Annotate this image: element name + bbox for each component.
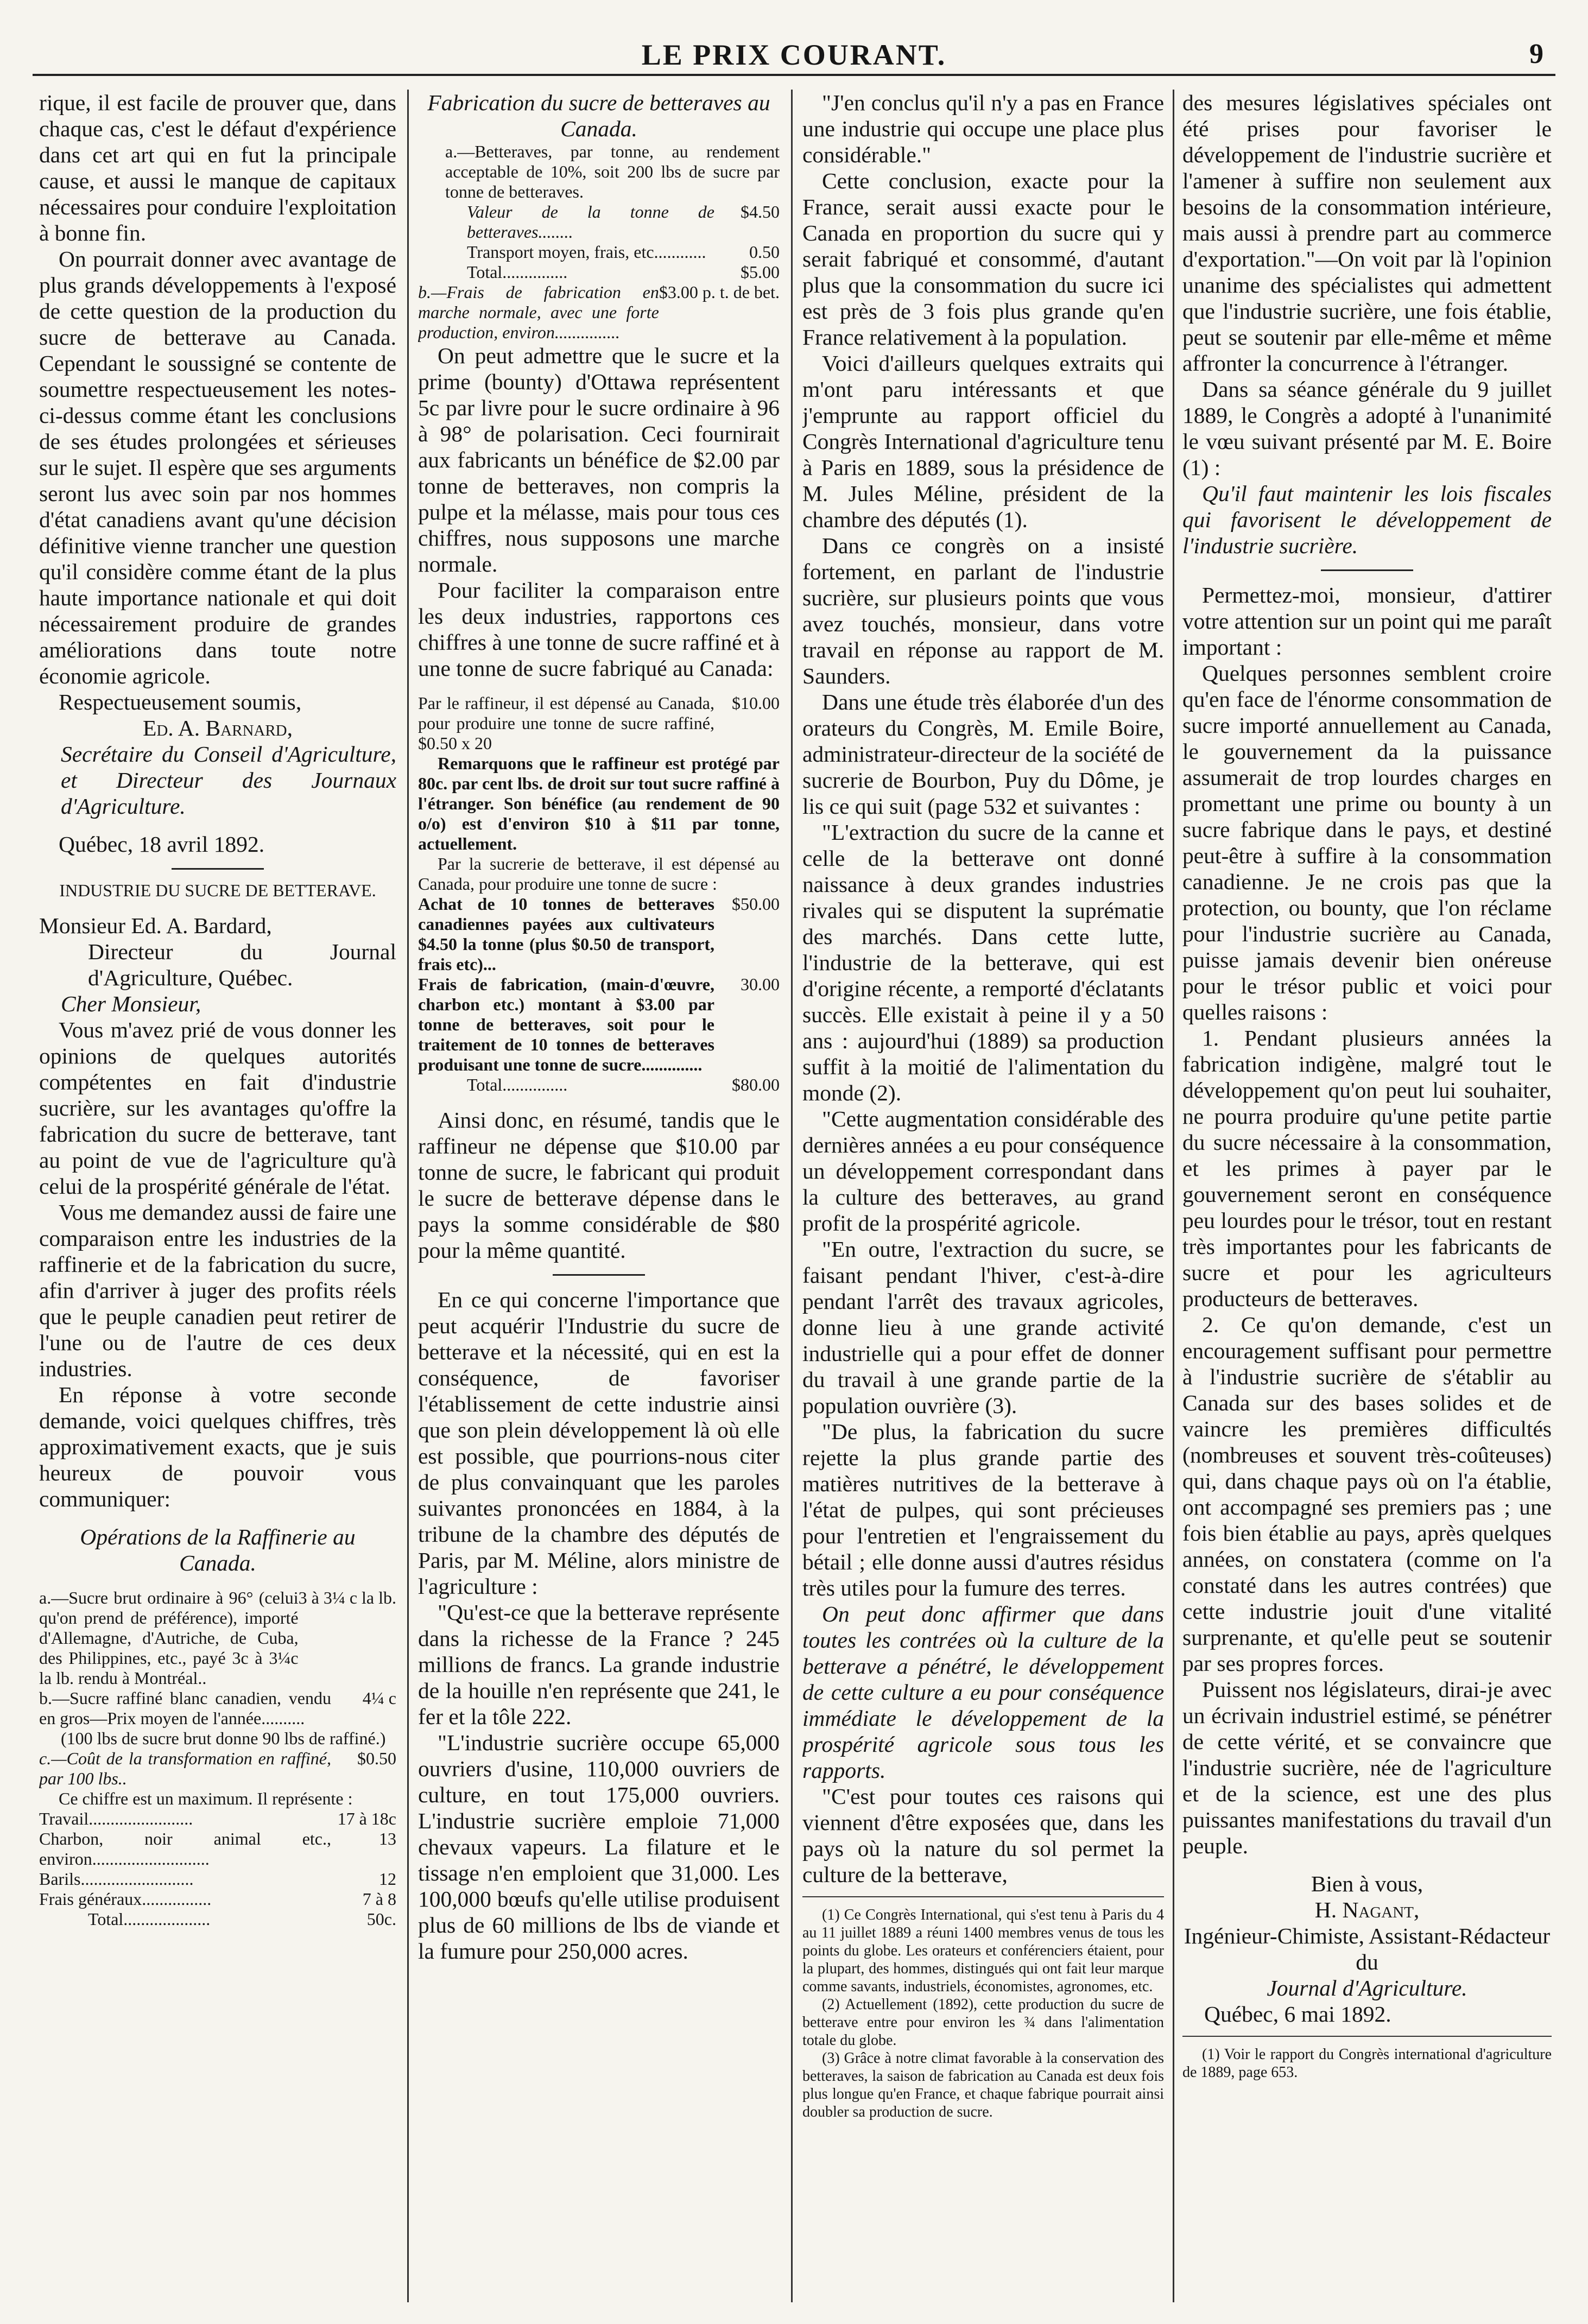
table-total-row — [418, 1075, 780, 1095]
paragraph: Vous m'avez prié de vous donner les opinions de quelques autorités compétentes en fait d'industrie sucrière, sur les avantages qu'offre la fabrication du sucre de betterave, tant au point de vue de l'agriculture qu'à celui de la prospérité générale de l'état. — [39, 1017, 396, 1199]
salutation-address: Monsieur Ed. A. Bardard, — [39, 913, 272, 938]
section-divider — [172, 868, 264, 870]
section-heading: INDUSTRIE DU SUCRE DE BETTERAVE. — [59, 881, 376, 900]
column-3 — [802, 90, 1164, 2302]
paragraph: "L'industrie sucrière occupe 65,000 ouvriers d'usine, 110,000 ouvriers de culture, en tout 175,000 ouvriers. L'industrie sucrière emploie 71,000 chevaux vapeurs. La filature et le tissage n'en emploient que 31,000. Les 100,000 bœufs qu'elle utilise produisent plus de 60 millions de lbs de viande et la fumure pour 250,000 acres. — [418, 1730, 780, 1964]
table-row — [39, 1869, 396, 1889]
table-row — [39, 1829, 396, 1869]
column-divider — [791, 90, 793, 2302]
paragraph: Respectueusement soumis, — [59, 689, 302, 714]
table-total-row — [39, 1909, 396, 1929]
paragraph: Puissent nos législateurs, dirai-je avec un écrivain industriel estimé, se pénétrer de cette vérité, et se convaincre que l'industrie sucrière, née de l'agriculture et de la science, est une des plus puissantes manifestations du travail d'un peuple. — [1182, 1677, 1552, 1858]
paragraph: "L'extraction du sucre de la canne et celle de la betterave ont donné naissance à deux grandes industries rivales qui se disputent la suprématie des marchés. Dans cette lutte, l'industrie de la betterave, qui est d'origine récente, a remporté d'éclatants succès. Elle existait à peine il y a 50 ans : aujourd'hui (1889) sa production suffit à la moitié de l'alimentation du monde (2). — [802, 820, 1164, 1105]
table-cell: Frais de fabrication, (main-d'œuvre, charbon etc.) montant à $3.00 par tonne de betteraves, soit pour le traitement de 10 tonnes de betteraves produisant une tonne de sucre.............. — [418, 974, 714, 1074]
paragraph: "J'en conclus qu'il n'y a pas en France une industrie qui occupe une place plus considérable." — [802, 90, 1164, 167]
table-note: Remarquons que le raffineur est protégé par 80c. par cent lbs. de droit sur tout sucre raffiné à l'étranger. Son bénéfice (au rendement de 90 o/o) est d'environ $10 à $11 par tonne, actuellement. — [418, 753, 780, 853]
table-row — [39, 1889, 396, 1909]
table-row — [418, 282, 780, 343]
table-cell: b.—Sucre raffiné blanc canadien, vendu en gros—Prix moyen de l'année.......... — [39, 1688, 331, 1728]
table-cell: Travail........................ — [39, 1809, 193, 1828]
table-note: (100 lbs de sucre brut donne 90 lbs de raffiné.) — [61, 1728, 386, 1748]
table-cell: 0.50 — [749, 242, 780, 262]
table-cell: $10.00 — [732, 693, 780, 713]
table-cell: 50c. — [366, 1909, 396, 1929]
table-cell: 30.00 — [741, 974, 780, 994]
paragraph: Vous me demandez aussi de faire une comparaison entre les industries de la raffinerie et de la fabrication du sucre, afin d'arriver à juger des profits réels que le peuple canadien peut retirer de l'une ou de l'autre de ces deux industries. — [39, 1200, 396, 1381]
table-row — [418, 894, 780, 974]
footnote: (3) Grâce à notre climat favorable à la conservation des betteraves, la saison de fabrication au Canada est deux fois plus longue qu'en France, et chaque fabrique pourrait ainsi doubler sa production de sucre. — [802, 2050, 1164, 2120]
section-divider — [553, 1274, 645, 1276]
table-row — [418, 974, 780, 1075]
paragraph: Dans ce congrès on a insisté fortement, en parlant de l'industrie sucrière, sur plusieurs points que vous avez touchés, monsieur, dans votre travail en réponse au rapport de M. Saunders. — [802, 533, 1164, 688]
table-cell: Par le raffineur, il est dépensé au Canada, pour produire une tonne de sucre raffiné, $0.50 x 20 — [418, 693, 714, 753]
column-4 — [1182, 90, 1552, 2302]
table-cell: Barils.......................... — [39, 1869, 194, 1889]
table-cell: $4.50 — [741, 202, 780, 221]
table-row — [418, 693, 780, 753]
paragraph: On peut admettre que le sucre et la prime (bounty) d'Ottawa représentent 5c par livre pour le sucre ordinaire à 96 à 98° de polarisation. Ceci fournirait aux fabricants un bénéfice de $2.00 par tonne de betteraves, non compris la pulpe et la mélasse, mais pour tous ces chiffres, nous supposons une marche normale. — [418, 343, 780, 577]
table-cell: Charbon, noir animal etc., environ........................... — [39, 1829, 331, 1869]
paragraph: Ainsi donc, en résumé, tandis que le raffineur ne dépense que $10.00 par tonne de sucre, le fabricant qui produit le sucre de betterave dépense dans le pays la somme considérable de $80 pour la même quantité. — [418, 1107, 780, 1263]
dateline: Québec, 18 avril 1892. — [59, 832, 265, 857]
table-title: Opérations de la Raffinerie au Canada. — [80, 1524, 356, 1575]
footnote: (1) Voir le rapport du Congrès international d'agriculture de 1889, page 653. — [1182, 2046, 1552, 2081]
table-cell: Total............... — [467, 262, 568, 282]
footnote-divider — [802, 1896, 1164, 1897]
signature-name: Ed. A. Barnard, — [143, 715, 293, 740]
paragraph: On pourrait donner avec avantage de plus grands développements à l'exposé de cette question de la production du sucre de betterave au Canada. Cependant le soussigné se contente de soumettre respectueusement les notes-ci-dessus comme étant les conclusions de ses études prolongées et sérieuses sur le sujet. Il espère que ses arguments seront lus avec soin par nos hommes d'état canadiens avant qu'une décision définitive vienne trancher une question qu'il considère comme étant de la plus haute importance nationale et qui doit nécessairement produire de grandes améliorations dans toute notre économie agricole. — [39, 246, 396, 688]
table-row — [39, 1749, 396, 1789]
signature-title: Secrétaire du Conseil d'Agriculture, et Directeur des Journaux d'Agriculture. — [61, 742, 396, 819]
paragraph: "En outre, l'extraction du sucre, se faisant pendant l'hiver, c'est-à-dire pendant l'arrêt des travaux agricoles, donne lieu à une grande activité industrielle qui a pour effet de donner du travail à une grande partie de la population ouvrière (3). — [802, 1237, 1164, 1418]
paragraph: Quelques personnes semblent croire qu'en face de l'énorme consommation de sucre importé annuellement au Canada, le gouvernement da la puissance assumerait de trop lourdes charges en promettant une prime ou bounty à un sucre fabrique dans le pays, et destiné peut-être à suffire à la consommation canadienne. Je ne crois pas que la protection, ou bounty, que l'on réclame pour l'industrie sucrière au Canada, puisse jamais devenir bien onéreuse pour le trésor public et voici pour quelles raisons : — [1182, 661, 1552, 1024]
footnote: (1) Ce Congrès International, qui s'est tenu à Paris du 4 au 11 juillet 1889 a réuni 1400 membres venus de tous les points du globe. Les orateurs et conférenciers étaient, pour la plupart, des hommes, distingués qui ont fait leur marque comme savants, industriels, économistes, agronomes, etc. — [802, 1907, 1164, 1995]
footnote-divider — [1182, 2036, 1552, 2037]
footnote: (2) Actuellement (1892), cette production du sucre de betterave entre pour environ les ¾ dans l'alimentation totale du globe. — [802, 1996, 1164, 2049]
salutation-address-title: Directeur du Journal d'Agriculture, Québec. — [88, 939, 396, 990]
table-row — [418, 202, 780, 242]
section-heading: Fabrication du sucre de betteraves au Canada. — [427, 90, 770, 141]
paragraph: Pour faciliter la comparaison entre les deux industries, rapportons ces chiffres à une tonne de sucre raffiné et à une tonne de sucre fabriqué au Canada: — [418, 578, 780, 681]
table-cell: $50.00 — [732, 894, 780, 914]
table-total-row — [418, 262, 780, 282]
table-cell: Total............... — [467, 1075, 568, 1094]
paragraph: Permettez-moi, monsieur, d'attirer votre attention sur un point qui me paraît important : — [1182, 582, 1552, 660]
signature-name: H. Nagant, — [1314, 1897, 1420, 1922]
table-cell: a.—Sucre brut ordinaire à 96° (celui qu'on prend de préférence), importé d'Allemagne, d'Autriche, de Cuba, des Philippines, etc., payé 3c à 3¼c la lb. rendu à Montréal.. — [39, 1588, 299, 1688]
paragraph: Dans sa séance générale du 9 juillet 1889, le Congrès a adopté à l'unanimité le vœu suivant présenté par M. E. Boire (1) : — [1182, 377, 1552, 480]
table-row — [39, 1809, 396, 1829]
paragraph: On peut donc affirmer que dans toutes les contrées où la culture de la betterave a pénétré, le développement de cette culture a eu pour conséquence immédiate le développement de la prospérité agricole sous tous les rapports. — [802, 1601, 1164, 1783]
table-cell: $3.00 p. t. de bet. — [659, 282, 780, 302]
paragraph: 1. Pendant plusieurs années la fabrication indigène, malgré tout le développement qu'on peut lui souhaiter, ne pourra produire qu'une petite partie du sucre nécessaire à la consommation, et les primes à payer par le gouvernement seront en conséquence peu lourdes pour le trésor, tout en restant très importantes pour les fabricants de sucre et pour les agriculteurs producteurs de betteraves. — [1182, 1025, 1552, 1311]
paragraph: Cette conclusion, exacte pour la France, serait aussi exacte pour le Canada en proportion du sucre qui y serait fabriqué et consommé, d'autant plus que la consommation du sucre ici est près de 3 fois plus grande qu'en France relativement à la population. — [802, 168, 1164, 350]
paragraph: "De plus, la fabrication du sucre rejette la plus grande partie des matières nutritives de la betterave à l'état de pulpes, qui sont précieuses pour l'entretien et l'engraissement du bétail ; elle donne aussi d'autres résidus très utiles pour la fumure des terres. — [802, 1419, 1164, 1600]
table-cell: $80.00 — [732, 1075, 780, 1094]
page-header — [33, 33, 1555, 76]
masthead-title: LE PRIX COURANT. — [641, 39, 947, 71]
paragraph: Dans une étude très élaborée d'un des orateurs du Congrès, M. Emile Boire, administrateur-directeur de la société de sucrerie de Bourbon, Puy du Dôme, je lis ce qui suit (page 532 et suivantes : — [802, 689, 1164, 819]
paragraph: En réponse à votre seconde demande, voici quelques chiffres, très approximativement exacts, que je suis heureux de pouvoir vous communiquer: — [39, 1382, 396, 1511]
paragraph: des mesures législatives spéciales ont été prises pour favoriser le développement de l'industrie sucrière et l'amener à suffire non seulement aux besoins de la consommation intérieure, mais aussi à prendre part au commerce d'exportation."—On voit par là l'opinion unanime des spécialistes qui admettent que l'industrie sucrière, une fois établie, peut se soutenir par elle-même et même affronter la concurrence à l'étranger. — [1182, 90, 1552, 376]
table-cell: Valeur de la tonne de betteraves........ — [467, 202, 714, 242]
table-cell: c.—Coût de la transformation en raffiné, par 100 lbs.. — [39, 1749, 331, 1788]
table-note: Ce chiffre est un maximum. Il représente : — [59, 1789, 353, 1808]
paragraph: En ce qui concerne l'importance que peut acquérir l'Industrie du sucre de betterave et la nécessité, qui en est la conséquence, de favoriser l'établissement de cette industrie ainsi que son plein développement là où elle est possible, que pourrions-nous citer de plus convainquant que les paroles suivantes prononcées en 1884, à la tribune de la chambre des députés de Paris, par M. Méline, alors ministre de l'agriculture : — [418, 1287, 780, 1599]
paragraph: "Qu'est-ce que la betterave représente dans la richesse de la France ? 245 millions de francs. La grande industrie de la houille n'en représente que 241, le fer et la tôle 222. — [418, 1600, 780, 1729]
table-cell: Total.................... — [88, 1909, 211, 1929]
dateline: Québec, 6 mai 1892. — [1204, 2002, 1391, 2027]
table-cell: Frais généraux................ — [39, 1889, 212, 1909]
table-cell: $5.00 — [741, 262, 780, 282]
column-2 — [418, 90, 780, 2302]
table-cell: 12 — [379, 1869, 396, 1889]
signature-title: Ingénieur-Chimiste, Assistant-Rédacteur du — [1184, 1923, 1551, 1974]
table-cell: 4¼ c — [362, 1688, 396, 1708]
table-note: Par la sucrerie de betterave, il est dépensé au Canada, pour produire une tonne de sucre : — [418, 854, 780, 894]
table-cell: 3 à 3¼ c la lb. — [298, 1588, 396, 1607]
table-cell: Transport moyen, frais, etc............ — [467, 242, 706, 262]
column-divider — [407, 90, 409, 2302]
paragraph: "C'est pour toutes ces raisons qui viennent d'être exposées que, dans les pays où la nature du sol permet la culture de la betterave, — [802, 1784, 1164, 1887]
header-rule — [33, 74, 1555, 76]
paragraph: 2. Ce qu'on demande, c'est un encouragement suffisant pour permettre à l'industrie sucrière de s'établir au Canada sur des bases solides et de vaincre les premières difficultés (nombreuses et souvent très-coûteuses) qui, dans chaque pays où on l'a établie, ont accompagné ses premiers pas ; une fois bien établie au pays, après quelques années, on constatera (comme on l'a constaté dans les autres contrées) que cette industrie jouit d'une vitalité surprenante, et qu'elle peut se soutenir par ses propres forces. — [1182, 1312, 1552, 1676]
salutation: Cher Monsieur, — [61, 991, 201, 1016]
paragraph: Qu'il faut maintenir les lois fiscales qui favorisent le développement de l'industrie sucrière. — [1182, 481, 1552, 558]
signature-title: Journal d'Agriculture. — [1267, 1975, 1467, 2000]
table-note: a.—Betteraves, par tonne, au rendement acceptable de 10%, soit 200 lbs de sucre par tonne de betteraves. — [445, 142, 780, 201]
table-cell: 7 à 8 — [362, 1889, 396, 1909]
table-cell: b.—Frais de fabrication en marche normale, avec une forte production, environ............... — [418, 282, 659, 342]
paragraph: "Cette augmentation considérable des dernières années a eu pour conséquence un développement correspondant dans la culture des betteraves, au grand profit de la prospérité agricole. — [802, 1106, 1164, 1236]
page-number: 9 — [1529, 39, 1543, 69]
paragraph: rique, il est facile de prouver que, dans chaque cas, c'est le défaut d'expérience dans cet art qui en fut la principale cause, et aussi le manque de capitaux nécessaires pour conduire l'exploitation à bonne fin. — [39, 90, 396, 245]
column-divider — [1173, 90, 1174, 2302]
table-row — [39, 1588, 396, 1688]
paragraph: Voici d'ailleurs quelques extraits qui m'ont paru intéressants et que j'emprunte au rapport officiel du Congrès International d'agriculture tenu à Paris en 1889, sous la présidence de M. Jules Méline, président de la chambre des députés (1). — [802, 351, 1164, 532]
table-cell: 17 à 18c — [337, 1809, 396, 1828]
table-cell: 13 — [379, 1829, 396, 1848]
table-cell: $0.50 — [357, 1749, 396, 1768]
table-row — [418, 242, 780, 262]
section-divider — [1321, 569, 1413, 571]
column-1 — [39, 90, 396, 2302]
table-cell: Achat de 10 tonnes de betteraves canadiennes payées aux cultivateurs $4.50 la tonne (plus $0.50 de transport, frais etc)... — [418, 894, 714, 974]
closing: Bien à vous, — [1311, 1871, 1423, 1896]
table-row — [39, 1688, 396, 1728]
